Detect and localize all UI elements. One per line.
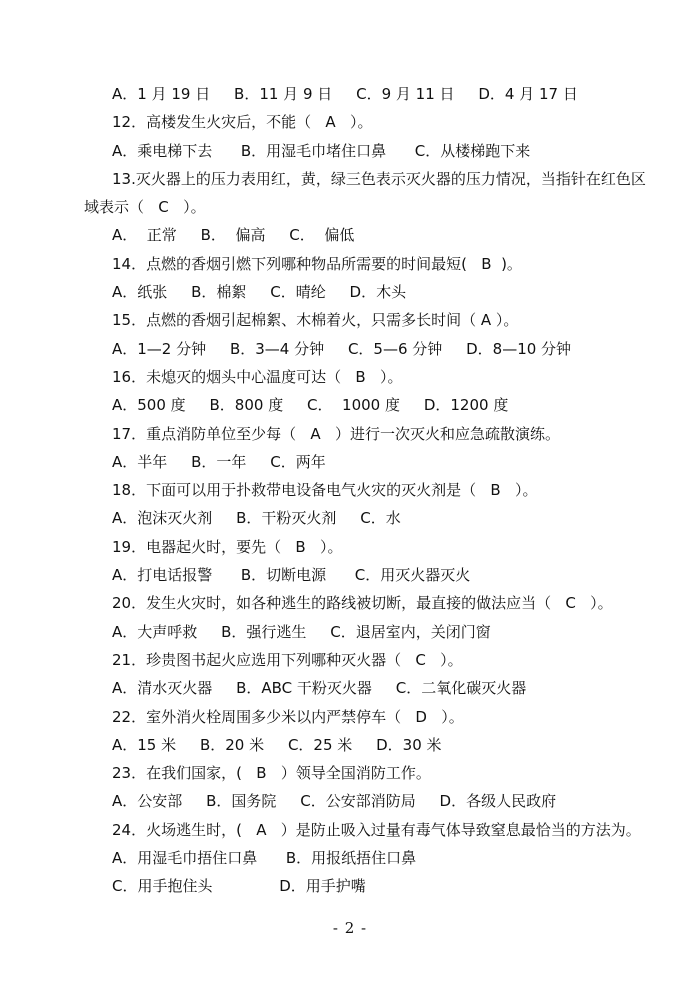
question-19: 19．电器起火时，要先（ B ）。	[112, 537, 343, 556]
answer-options-q19: A．打电话报警 B．切断电源 C．用灭火器灭火	[112, 566, 471, 585]
answer-options-q23: A．公安部 B．国务院 C．公安部消防局 D．各级人民政府	[112, 792, 557, 811]
answer-options-q22: A．15 米 B．20 米 C．25 米 D．30 米	[112, 735, 442, 754]
question-16: 16．未熄灭的烟头中心温度可达（ B ）。	[112, 367, 403, 386]
question-24: 24．火场逃生时，( A ）是防止吸入过量有毒气体导致窒息最恰当的方法为。	[112, 820, 641, 839]
page-number: - 2 -	[332, 919, 368, 937]
question-list	[0, 80, 700, 901]
answer-options-q11: A．1 月 19 日 B．11 月 9 日 C．9 月 11 日 D．4 月 17 日	[112, 85, 578, 103]
question-18: 18．下面可以用于扑救带电设备电气火灾的灭火剂是（ B ）。	[112, 481, 538, 500]
question-17: 17．重点消防单位至少每（ A ）进行一次灭火和应急疏散演练。	[112, 424, 560, 443]
question-12: 12．高楼发生火灾后，不能（ A ）。	[112, 113, 373, 132]
answer-options-q20: A．大声呼救 B．强行逃生 C．退居室内，关闭门窗	[112, 622, 491, 641]
answer-options-q16: A．500 度 B．800 度 C． 1000 度 D．1200 度	[112, 396, 509, 415]
answer-options-q12: A．乘电梯下去 B．用湿毛巾堵住口鼻 C．从楼梯跑下来	[112, 141, 531, 160]
answer-options-q24-row-2: C．用手抱住头 D．用手护嘴	[112, 877, 366, 896]
answer-options-q21: A．清水灭火器 B．ABC 干粉灭火器 C．二氧化碳灭火器	[112, 679, 527, 698]
question-14: 14．点燃的香烟引燃下列哪种物品所需要的时间最短( B )。	[112, 254, 522, 273]
question-13-line-2: 域表示（ C ）。	[84, 198, 206, 217]
question-22: 22．室外消火栓周围多少米以内严禁停车（ D ）。	[112, 707, 464, 726]
question-20: 20．发生火灾时，如各种逃生的路线被切断，最直接的做法应当（ C ）。	[112, 594, 613, 613]
answer-options-q15: A．1—2 分钟 B．3—4 分钟 C．5—6 分钟 D．8—10 分钟	[112, 339, 572, 358]
answer-options-q14: A．纸张 B．棉絮 C．晴纶 D．木头	[112, 283, 407, 302]
question-23: 23．在我们国家，( B ）领导全国消防工作。	[112, 764, 431, 783]
answer-options-q18: A．泡沫灭火剂 B．干粉灭火剂 C．水	[112, 509, 401, 528]
answer-options-q24-row-1: A．用湿毛巾捂住口鼻 B．用报纸捂住口鼻	[112, 849, 417, 868]
question-15: 15．点燃的香烟引起棉絮、木棉着火，只需多长时间（ A ）。	[112, 311, 519, 330]
question-13-line-1: 13.灭火器上的压力表用红，黄，绿三色表示灭火器的压力情况，当指针在红色区	[112, 169, 646, 188]
answer-options-q13: A． 正常 B． 偏高 C． 偏低	[112, 226, 355, 245]
question-21: 21．珍贵图书起火应选用下列哪种灭火器（ C ）。	[112, 650, 463, 669]
answer-options-q17: A．半年 B．一年 C．两年	[112, 452, 326, 471]
